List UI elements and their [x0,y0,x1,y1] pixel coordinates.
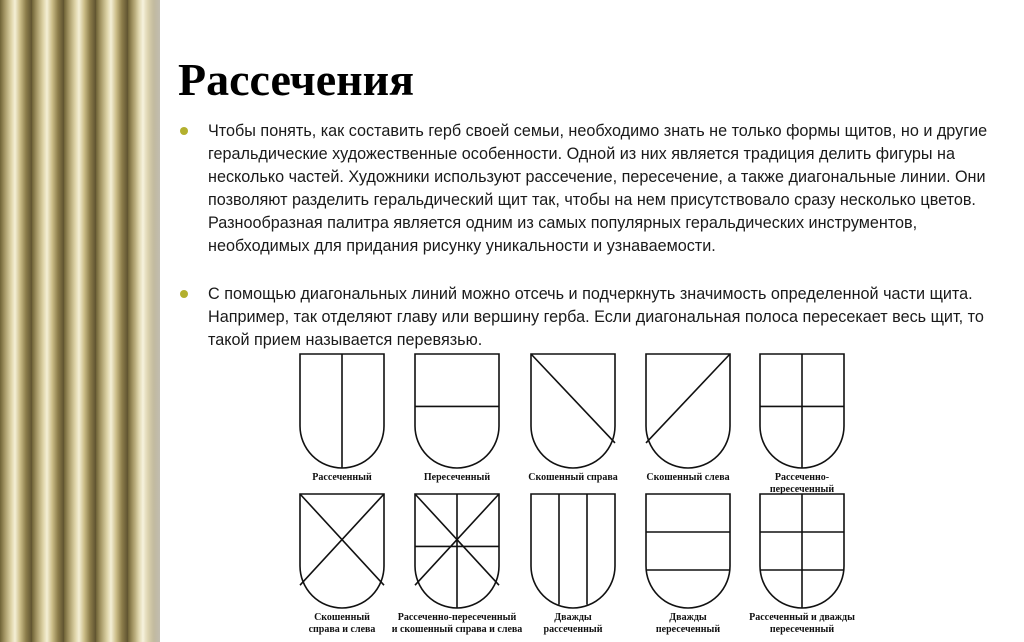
shield-outline [531,494,615,608]
bullet-text-2: С помощью диагональных линий можно отсечь и подчеркнуть значимость определенной части щита. Например, так отделяют главу или вершину герба. Если диагональная полоса пересекает весь щит, то такой прием называется перевязью. [208,285,984,349]
shield-caption: Скошенный слева [646,472,730,483]
division-line [531,354,615,443]
shield-pale [300,354,384,483]
bullet-dot [180,290,188,298]
shield-pale-tierced-fess [749,494,855,635]
shield-caption: Дважды [554,612,592,623]
shield-caption: пересеченный [655,624,721,635]
shield-caption: Пересеченный [423,472,491,483]
shield-saltire [300,494,384,635]
shield-caption: справа и слева [308,624,376,635]
shield-bend [528,354,618,483]
shield-divisions-figure [290,348,870,642]
shield-tierced-fess [646,494,730,635]
slide-title: Рассечения [178,54,415,105]
division-line [646,354,730,443]
shield-outline [415,354,499,468]
shield-gyronny [392,494,523,635]
curtain-fade [135,0,175,642]
shield-row-1 [300,354,844,495]
shield-caption: пересеченный [769,484,835,495]
shield-caption: Рассеченно-пересеченный [397,612,517,623]
shield-caption: рассеченный [543,624,603,635]
shield-outline [300,494,384,608]
shield-caption: Рассеченно- [774,472,830,483]
shield-bend-sinister [646,354,730,483]
shield-outline [531,354,615,468]
shield-caption: Скошенный справа [528,472,618,483]
bullet-dot [180,127,188,135]
shield-row-2 [300,494,855,635]
shield-caption: Скошенный [314,612,370,623]
bullet-text-1: Чтобы понять, как составить герб своей семьи, необходимо знать не только формы щитов, но и другие геральдические художественные особенности. Одной из них является традиция делить фигуры на несколько частей. Художники используют рассечение, пересечение, а также диагональные линии. Они позволяют разделить геральдический щит так, чтобы на нем присутствовало сразу несколько цветов. Разнообразная палитра является одним из самых популярных геральдических инструментов, необходимых для придания рисунку уникальности и узнаваемости. [208,122,988,255]
shield-caption: и скошенный справа и слева [391,624,523,635]
shield-outline [646,354,730,468]
shield-fess [415,354,499,483]
shield-outline [646,494,730,608]
shield-quarterly [760,354,844,495]
shield-tierced-pale [531,494,615,635]
shield-caption: Рассеченный [312,472,372,483]
shield-caption: Дважды [669,612,707,623]
shield-caption: пересеченный [769,624,835,635]
shield-caption: Рассеченный и дважды [749,612,855,623]
